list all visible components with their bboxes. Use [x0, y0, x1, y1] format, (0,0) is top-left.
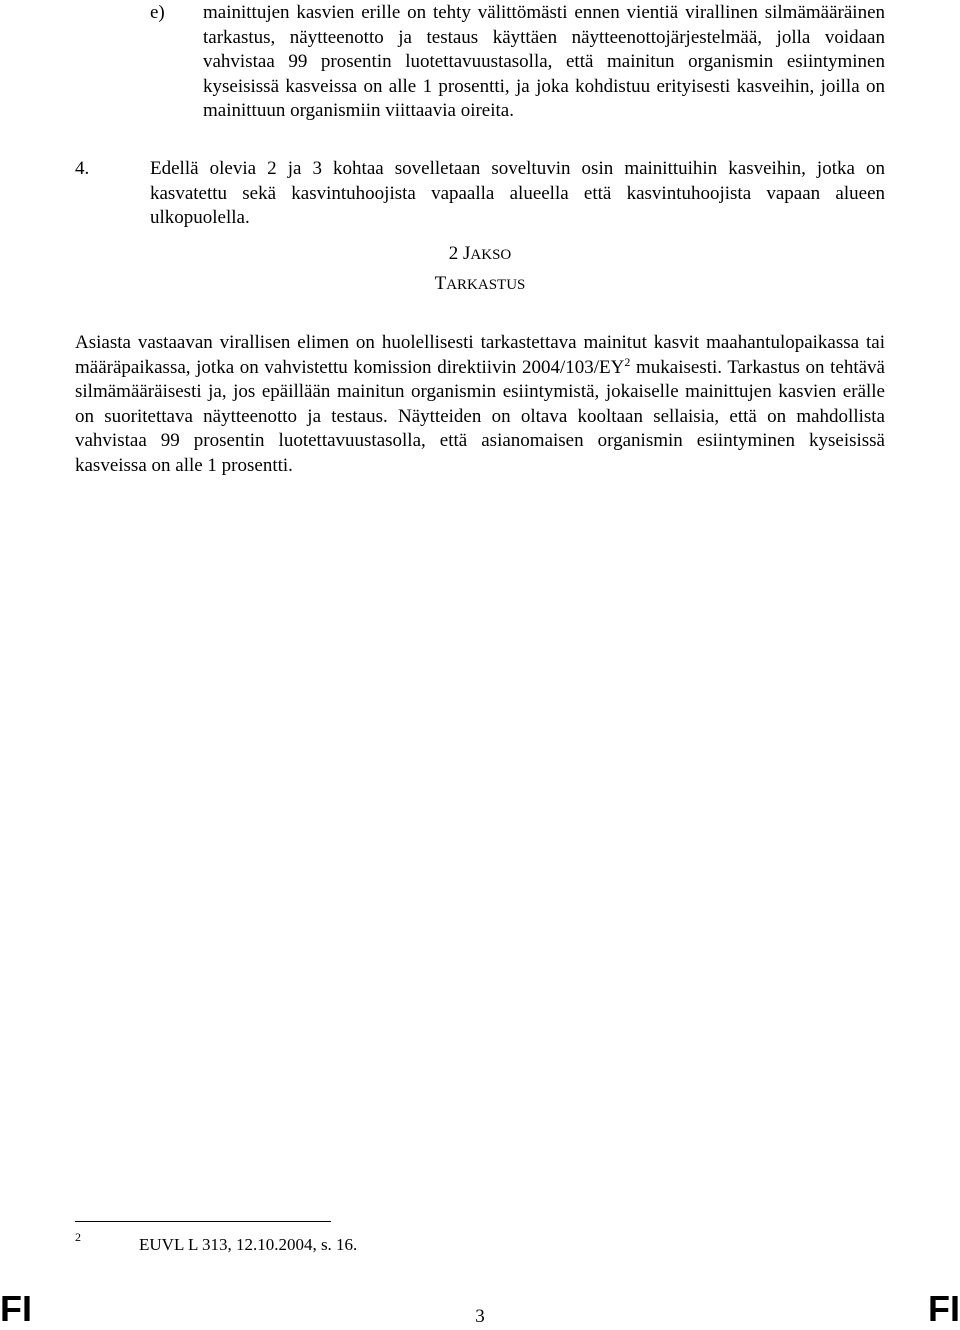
section-heading-cap: 2 J — [448, 243, 471, 264]
footer-language-right: FI — [928, 1288, 960, 1329]
body-paragraph — [75, 331, 885, 479]
paragraph-4 — [75, 157, 885, 231]
list-item-e — [150, 1, 885, 124]
footnote-number: 2 — [75, 1230, 81, 1244]
footnote-divider — [75, 1221, 331, 1222]
section-title-cap: T — [434, 273, 447, 294]
page-number: 3 — [475, 1306, 485, 1327]
section-heading-rest: AKSO — [470, 247, 512, 263]
footnote-text: EUVL L 313, 12.10.2004, s. 16. — [139, 1235, 358, 1254]
paragraph-number: 4. — [75, 158, 90, 179]
list-item-marker: e) — [150, 2, 165, 23]
footer-language-left: FI — [0, 1288, 32, 1329]
paragraph-text: Edellä olevia 2 ja 3 kohtaa sovelletaan soveltuvin osin mainittuihin kasveihin, jotka on kasvatettu sekä kasvintuhoojista vapaalla alueella että kasvintuhoojista vapaan alueen ulkopuolella. — [150, 158, 885, 229]
body-text-part2: mukaisesti. Tarkastus on tehtävä silmämääräisesti ja, jos epäillään mainitun organismin esiintymistä, jokaiselle mainittujen kasvien erälle on suoritettava näytteenotto ja testaus. Näytteiden on oltava kooltaan sellaisia, että on mahdollista vahvistaa 99 prosentin luotettavuustasolla, että asianomaisen organismin esiintyminen kyseisissä kasveissa on alle 1 prosentti. — [75, 356, 885, 476]
section-title-heading — [0, 273, 960, 295]
list-item-text: mainittujen kasvien erille on tehty välittömästi ennen vientiä virallinen silmämääräinen tarkastus, näytteenotto ja testaus käyttäen näytteenottojärjestelmää, jolla voidaan vahvistaa 99 prosentin luotettavuustasolla, että mainitun organismin esiintyminen kyseisissä kasveissa on alle 1 prosentti, ja joka kohdistuu erityisesti kasveihin, joilla on mainittuun organismiin viittaavia oireita. — [203, 2, 885, 122]
section-title-rest: ARKASTUS — [446, 277, 526, 293]
section-number-heading — [0, 243, 960, 265]
body-text-part1: Asiasta vastaavan virallisen elimen on huolellisesti tarkastettava mainitut kasvit maahantulopaikassa tai määräpaikassa, jotka on vahvistettu komission direktiivin 2004/103/EY — [75, 332, 885, 378]
footnote-reference: 2 — [624, 354, 631, 369]
